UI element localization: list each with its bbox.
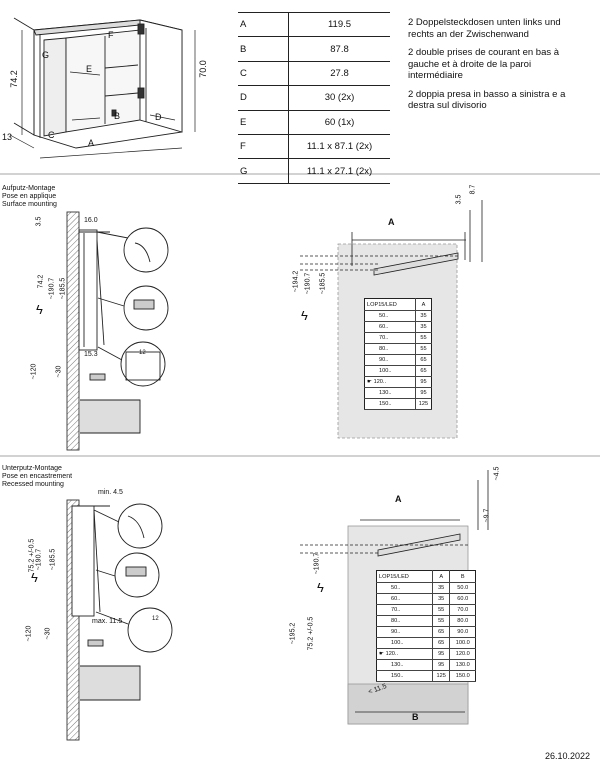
lop-header: B	[450, 571, 476, 583]
lop-value: 80.0	[450, 616, 476, 627]
lop-model: 60..	[365, 322, 416, 333]
recessed-r-752: 75.2 +/-0.5	[307, 616, 315, 651]
notes	[408, 17, 580, 119]
spec-value: 119.5	[289, 13, 391, 37]
spec-row	[238, 134, 390, 158]
label-E: E	[86, 64, 93, 74]
lop-value: 70.0	[450, 605, 476, 616]
pointing-hand-icon: ☛	[367, 379, 374, 385]
spec-value: 27.8	[289, 61, 391, 85]
dim-h-outer: 74.2	[8, 70, 19, 88]
lop-row	[377, 627, 476, 638]
lop-table-ab	[376, 570, 476, 682]
lop-value: 55	[432, 605, 450, 616]
lop-value: 125	[415, 399, 431, 410]
recessed-dim-floor: ~120	[25, 625, 33, 642]
recessed-dim-clip: 12	[152, 616, 159, 622]
pointing-hand-icon: ☛	[379, 651, 386, 657]
spec-value: 30 (2x)	[289, 86, 391, 110]
surface-r-3-5: 3.5	[455, 194, 463, 205]
recessed-label-B: B	[412, 712, 419, 722]
lop-value: 65	[432, 638, 450, 649]
spec-row	[238, 159, 390, 183]
lop-value: 35	[415, 311, 431, 322]
lop-value: 95	[415, 377, 431, 388]
label-F: F	[108, 30, 114, 40]
lop-model: 50..	[377, 583, 433, 594]
lop-header: LOP15/LED	[365, 299, 416, 311]
lop-model: 90..	[377, 627, 433, 638]
lop-value: 100.0	[450, 638, 476, 649]
label-A: A	[88, 138, 95, 148]
surface-r-8-7: 8.7	[469, 184, 477, 195]
lop-model: 70..	[365, 333, 416, 344]
spec-row	[238, 110, 390, 134]
lop-value: 55	[432, 616, 450, 627]
spec-value: 11.1 x 27.1 (2x)	[289, 159, 391, 183]
surface-dim-floor: ~120	[30, 363, 38, 380]
spec-row	[238, 61, 390, 85]
spec-value: 11.1 x 87.1 (2x)	[289, 134, 391, 158]
lop-model-label: 120..	[373, 379, 387, 385]
lop-model: 90..	[365, 355, 416, 366]
lop-row	[365, 388, 432, 399]
lop-row	[377, 605, 476, 616]
spec-key: A	[238, 13, 289, 37]
cabinet-isometric	[14, 18, 182, 148]
label-D: D	[155, 112, 162, 122]
lop-model: 80..	[377, 616, 433, 627]
spec-value: 87.8	[289, 37, 391, 61]
lop-value: 55	[415, 333, 431, 344]
lop-row	[377, 583, 476, 594]
lop-row	[365, 377, 432, 388]
spec-key: B	[238, 37, 289, 61]
lop-header: LOP15/LED	[377, 571, 433, 583]
dim-h-inner: 70.0	[197, 60, 208, 78]
spec-key: C	[238, 61, 289, 85]
surface-dim-clip: 12	[139, 350, 146, 356]
lop-row	[377, 638, 476, 649]
lop-row	[377, 594, 476, 605]
lop-model-label: 120..	[385, 651, 399, 657]
lop-row	[377, 660, 476, 671]
lop-model: 50..	[365, 311, 416, 322]
spec-value: 60 (1x)	[289, 110, 391, 134]
lightning-icon: ϟ	[317, 580, 324, 595]
spec-table	[238, 12, 390, 184]
lop-value: 65	[432, 627, 450, 638]
lop-model: 130..	[365, 388, 416, 399]
lop-row	[365, 333, 432, 344]
surface-dim-bottom: 15.3	[84, 351, 98, 358]
lop-value: 90.0	[450, 627, 476, 638]
spec-row	[238, 13, 390, 37]
lop-model: 100..	[377, 638, 433, 649]
date-label: 26.10.2022	[544, 751, 590, 761]
lop-model: 130..	[377, 660, 433, 671]
lop-row	[377, 616, 476, 627]
surface-r-185: ~185.5	[319, 272, 327, 295]
recessed-dim-min: min. 4.5	[98, 489, 123, 496]
lop-value: 125	[432, 671, 450, 682]
lop-row	[365, 311, 432, 322]
lop-model: 60..	[377, 594, 433, 605]
lop-value: 60.0	[450, 594, 476, 605]
lop-header: A	[432, 571, 450, 583]
recessed-dim-low: ~30	[44, 627, 52, 640]
lightning-icon: ϟ	[36, 302, 43, 317]
lop-row	[377, 649, 476, 660]
lop-row	[365, 355, 432, 366]
lop-model: 150..	[377, 671, 433, 682]
lop-row	[365, 399, 432, 410]
spec-key: F	[238, 134, 289, 158]
label-G: G	[42, 50, 50, 60]
lop-value: 35	[432, 583, 450, 594]
lop-header: A	[415, 299, 431, 311]
lop-value: 35	[432, 594, 450, 605]
recessed-dim-h2: ~190.7	[35, 548, 43, 571]
spec-key: G	[238, 159, 289, 183]
note-de: 2 Doppelsteckdosen unten links und rechts an der Zwischenwand	[408, 17, 561, 40]
lop-model: 150..	[365, 399, 416, 410]
lop-value: 50.0	[450, 583, 476, 594]
surface-dim-low: ~30	[55, 365, 63, 378]
recessed-title: Unterputz-Montage Pose en encastrement Recessed mounting	[2, 465, 73, 488]
label-C: C	[48, 130, 55, 140]
spec-row	[238, 86, 390, 110]
lop-value: 120.0	[450, 649, 476, 660]
recessed-dim-h1: 75.2 +/-0.5	[28, 538, 36, 573]
lop-value: 35	[415, 322, 431, 333]
recessed-dim-max: max. 11.5	[92, 618, 123, 625]
note-it: 2 doppia presa in basso a sinistra e a destra sul divisorio	[408, 88, 566, 111]
lop-row	[365, 366, 432, 377]
lop-model	[365, 377, 416, 388]
lop-value: 95	[415, 388, 431, 399]
lop-value: 65	[415, 366, 431, 377]
recessed-r-195: ~195.2	[289, 622, 297, 645]
recessed-r-9-7: ~9.7	[483, 508, 491, 523]
lop-value: 150.0	[450, 671, 476, 682]
surface-dim-h3: ~185.5	[59, 277, 67, 300]
surface-dim-h2: ~190.7	[48, 277, 56, 300]
recessed-label-A: A	[395, 494, 402, 504]
lightning-icon: ϟ	[31, 570, 38, 585]
recessed-r-190: ~190.7	[313, 552, 321, 575]
recessed-r-4-5: ~4.5	[493, 466, 501, 481]
lop-model	[377, 649, 433, 660]
lop-value: 95	[432, 649, 450, 660]
lop-value: 65	[415, 355, 431, 366]
surface-dim-width: 16.0	[84, 217, 98, 224]
spec-key: E	[238, 110, 289, 134]
surface-label-A: A	[388, 217, 395, 227]
surface-r-190: ~190.7	[304, 272, 312, 295]
lop-model: 70..	[377, 605, 433, 616]
lop-value: 130.0	[450, 660, 476, 671]
lightning-icon: ϟ	[301, 308, 308, 323]
spec-key: D	[238, 86, 289, 110]
lop-row	[377, 671, 476, 682]
surface-r-194: ~194.2	[292, 270, 300, 293]
surface-dim-h1: 74.2	[37, 274, 45, 289]
spec-row	[238, 37, 390, 61]
note-fr: 2 double prises de courant en bas à gauche et à droite de la paroi intermédiaire	[408, 47, 560, 81]
recessed-r-115: < 11.5	[367, 682, 388, 697]
lop-model: 80..	[365, 344, 416, 355]
lop-value: 95	[432, 660, 450, 671]
dim-depth: 13	[2, 132, 13, 142]
lop-model: 100..	[365, 366, 416, 377]
lop-value: 55	[415, 344, 431, 355]
lop-table-a	[364, 298, 432, 410]
label-B: B	[114, 111, 121, 121]
surface-title: Aufputz-Montage Pose en applique Surface mounting	[2, 185, 57, 208]
surface-dim-top: 3.5	[35, 216, 43, 227]
surface-side-view	[67, 212, 168, 450]
recessed-dim-h3: ~185.5	[49, 548, 57, 571]
lop-row	[365, 344, 432, 355]
lop-row	[365, 322, 432, 333]
